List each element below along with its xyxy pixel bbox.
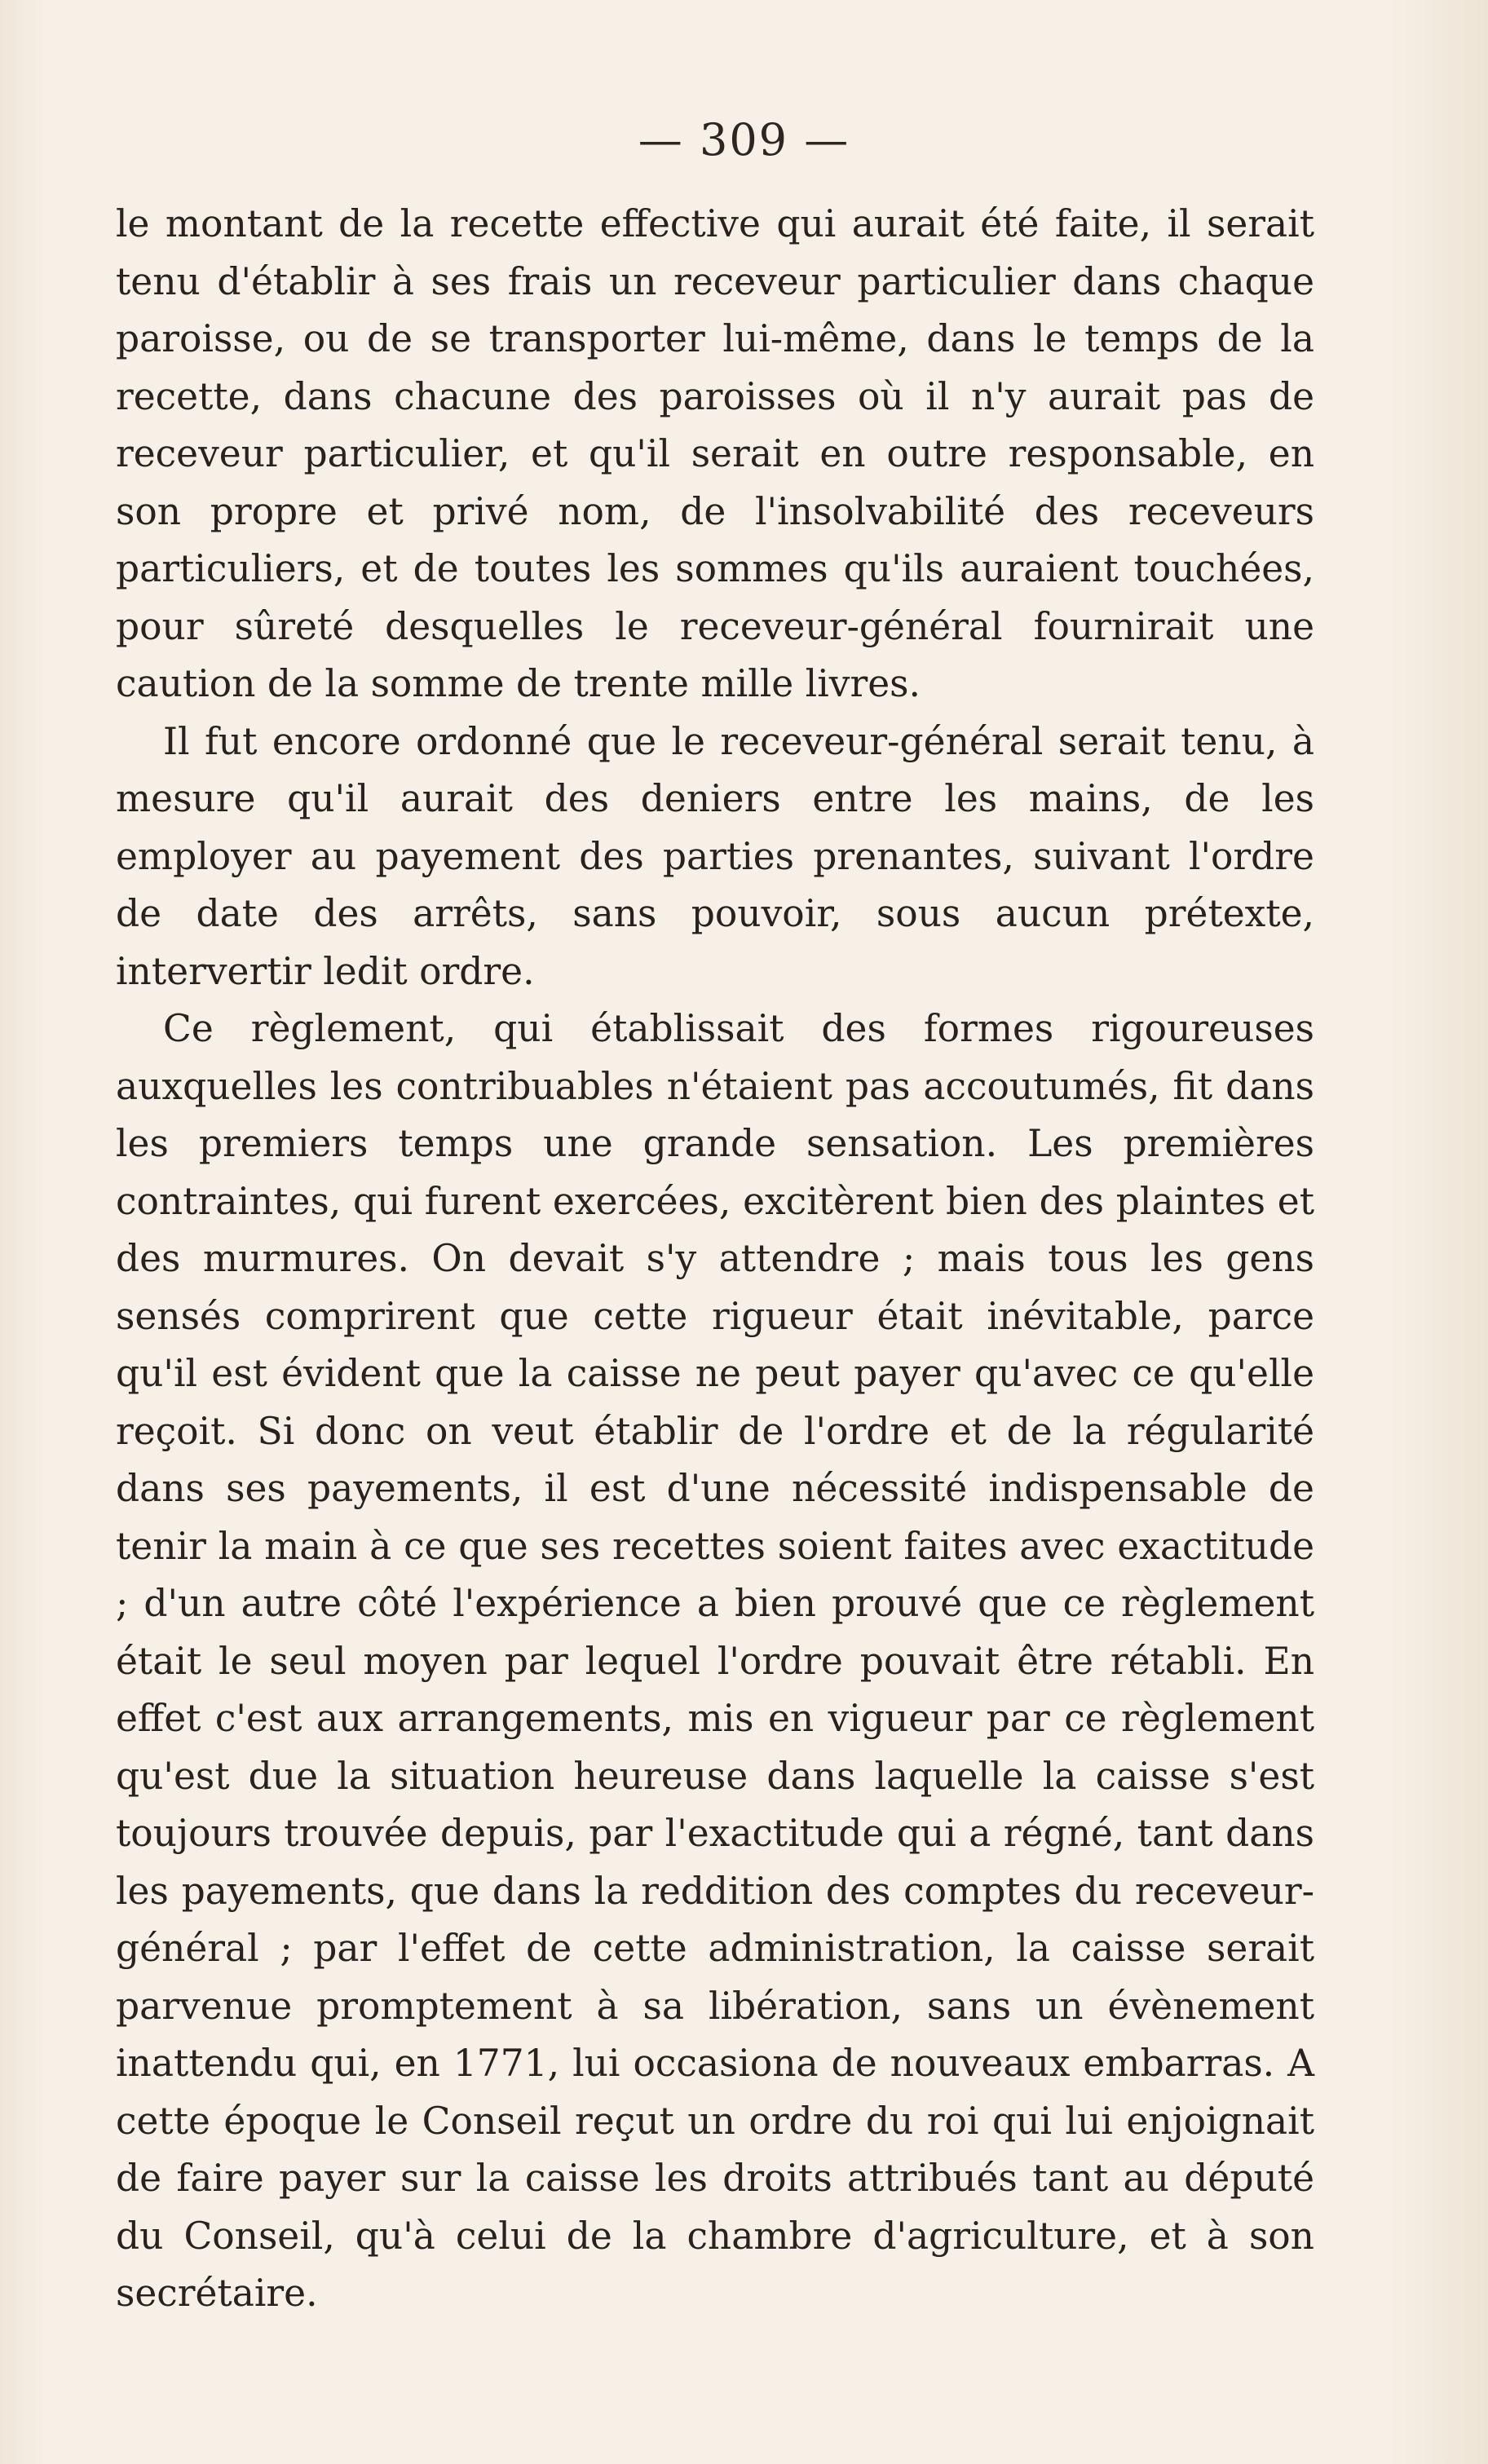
body-text <box>116 196 1314 2323</box>
paragraph-3: Ce règlement, qui établissait des formes rigoureuses auxquelles les contribuables n'étaient pas accoutumés, fit dans les premiers temps une grande sensation. Les premières contraintes, qui furent exercées, excitèrent bien des plaintes et des murmures. On devait s'y attendre ; mais tous les gens sensés comprirent que cette rigueur était inévitable, parce qu'il est évident que la caisse ne peut payer qu'avec ce qu'elle reçoit. Si donc on veut établir de l'ordre et de la régularité dans ses payements, il est d'une nécessité indispensable de tenir la main à ce que ses recettes soient faites avec exactitude ; d'un autre côté l'expérience a bien prouvé que ce règlement était le seul moyen par lequel l'ordre pouvait être rétabli. En effet c'est aux arrangements, mis en vigueur par ce règlement qu'est due la situation heureuse dans laquelle la caisse s'est toujours trouvée depuis, par l'exactitude qui a régné, tant dans les payements, que dans la reddition des comptes du receveur-général ; par l'effet de cette administration, la caisse serait parvenue promptement à sa libération, sans un évènement inattendu qui, en 1771, lui occasiona de nouveaux embarras. A cette époque le Conseil reçut un ordre du roi qui lui enjoignait de faire payer sur la caisse les droits attribués tant au député du Conseil, qu'à celui de la chambre d'agriculture, et à son secrétaire. <box>116 1007 1314 2315</box>
paragraph-1: le montant de la recette effective qui aurait été faite, il serait tenu d'établir à ses frais un receveur particulier dans chaque paroisse, ou de se transporter lui-même, dans le temps de la recette, dans chacune des paroisses où il n'y aurait pas de receveur particulier, et qu'il serait en outre responsable, en son propre et privé nom, de l'insolvabilité des receveurs particuliers, et de toutes les sommes qu'ils auraient touchées, pour sûreté desquelles le receveur-général fournirait une caution de la somme de trente mille livres. <box>116 202 1314 705</box>
page-number: — 309 — <box>638 114 850 166</box>
paragraph-2: Il fut encore ordonné que le receveur-général serait tenu, à mesure qu'il aurait des deniers entre les mains, de les employer au payement des parties prenantes, suivant l'ordre de date des arrêts, sans pouvoir, sous aucun prétexte, intervertir ledit ordre. <box>116 719 1314 993</box>
